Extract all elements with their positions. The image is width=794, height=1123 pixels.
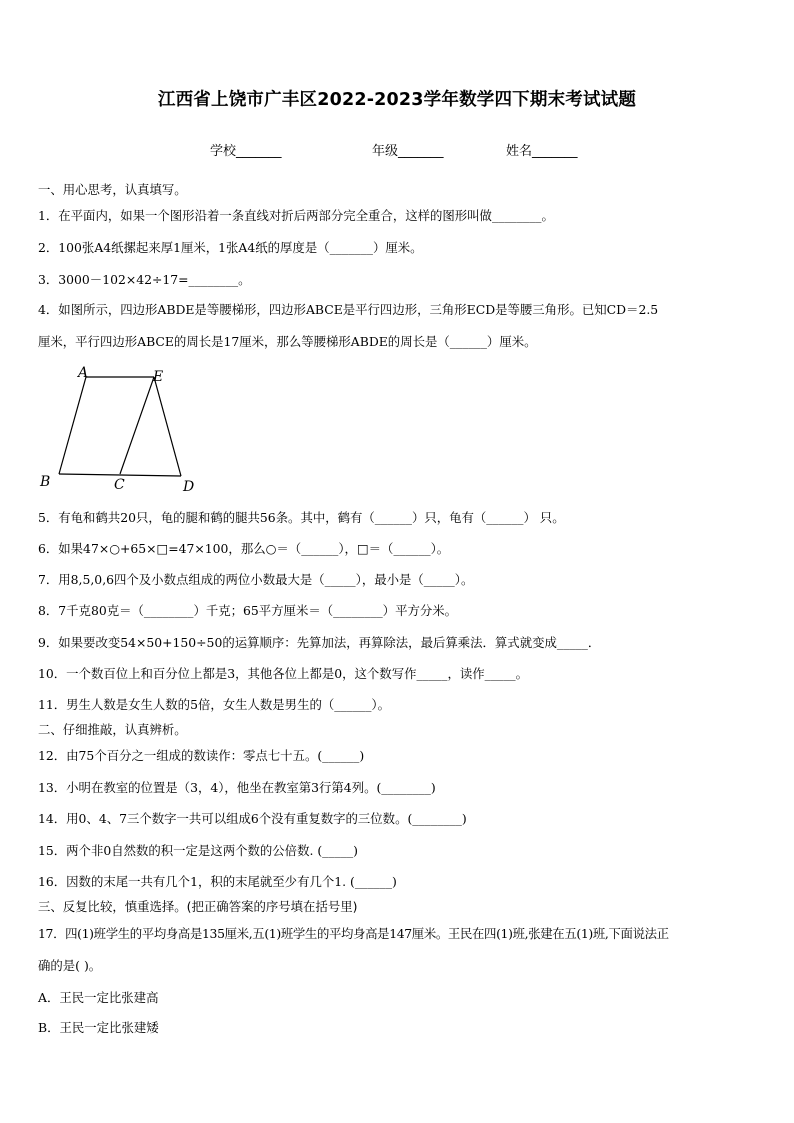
edge-ab	[59, 377, 86, 474]
trapezoid-figure	[36, 362, 206, 497]
option-a: A．王民一定比张建高	[38, 990, 159, 1005]
school-field: 学校_______	[210, 144, 282, 159]
question-4-line-1: 4．如图所示，四边形ABDE是等腰梯形，四边形ABCE是平行四边形，三角形ECD是等腰三角形。已知CD＝2.5	[38, 302, 659, 317]
question-17-line-2: 确的是( )。	[38, 958, 102, 973]
question-15: 15．两个非0自然数的积一定是这两个数的公倍数. (_____)	[38, 843, 358, 858]
label-b: B	[40, 474, 51, 490]
edge-ed	[154, 377, 181, 476]
question-13: 13．小明在教室的位置是（3，4），他坐在教室第3行第4列。(________)	[38, 780, 436, 795]
question-11: 11．男生人数是女生人数的5倍，女生人数是男生的（______）。	[38, 697, 390, 712]
question-16: 16．因数的末尾一共有几个1，积的末尾就至少有几个1. (______)	[38, 874, 397, 889]
question-8: 8．7千克80克＝（________）千克；65平方厘米＝（________）平方分米。	[38, 603, 458, 618]
question-10: 10．一个数百位上和百分位上都是3，其他各位上都是0，这个数写作_____，读作_____。	[38, 666, 528, 681]
question-7: 7．用8,5,0,6四个及小数点组成的两位小数最大是（_____），最小是（_____）。	[38, 572, 474, 587]
question-3: 3．3000－102×42÷17=________。	[38, 272, 251, 287]
edge-bd	[59, 474, 181, 476]
page-title: 江西省上饶市广丰区2022-2023学年数学四下期末考试试题	[157, 90, 637, 110]
label-e: E	[153, 369, 164, 385]
question-2: 2．100张A4纸摞起来厚1厘米，1张A4纸的厚度是（_______）厘米。	[38, 240, 423, 255]
question-9: 9．如果要改变54×50+150÷50的运算顺序：先算加法，再算除法，最后算乘法．算式就变成_____．	[38, 635, 601, 650]
question-12: 12．由75个百分之一组成的数读作：零点七十五。(______)	[38, 748, 365, 763]
question-1: 1．在平面内，如果一个图形沿着一条直线对折后两部分完全重合，这样的图形叫做________。	[38, 208, 554, 223]
label-a: A	[78, 365, 89, 381]
name-field: 姓名_______	[506, 144, 578, 159]
section-heading-1: 一、用心思考，认真填写。	[38, 182, 187, 197]
question-17-line-1: 17．四(1)班学生的平均身高是135厘米,五(1)班学生的平均身高是147厘米。王民在四(1)班,张建在五(1)班,下面说法正	[38, 926, 669, 941]
label-d: D	[183, 479, 195, 495]
label-c: C	[114, 477, 125, 493]
edge-ec	[120, 377, 154, 474]
question-14: 14．用0、4、7三个数字一共可以组成6个没有重复数字的三位数。(________)	[38, 811, 467, 826]
question-5: 5．有龟和鹤共20只，龟的腿和鹤的腿共56条。其中，鹤有（______）只，龟有（______） 只。	[38, 510, 565, 525]
section-heading-3: 三、反复比较，慎重选择。(把正确答案的序号填在括号里)	[38, 899, 358, 914]
section-heading-2: 二、仔细推敲，认真辨析。	[38, 722, 187, 737]
question-6: 6．如果47×○+65×□=47×100，那么○＝（______），□＝（______）。	[38, 541, 450, 556]
question-4-line-2: 厘米，平行四边形ABCE的周长是17厘米，那么等腰梯形ABDE的周长是（______）厘米。	[38, 334, 537, 349]
option-b: B．王民一定比张建矮	[38, 1020, 159, 1035]
grade-field: 年级_______	[372, 144, 444, 159]
